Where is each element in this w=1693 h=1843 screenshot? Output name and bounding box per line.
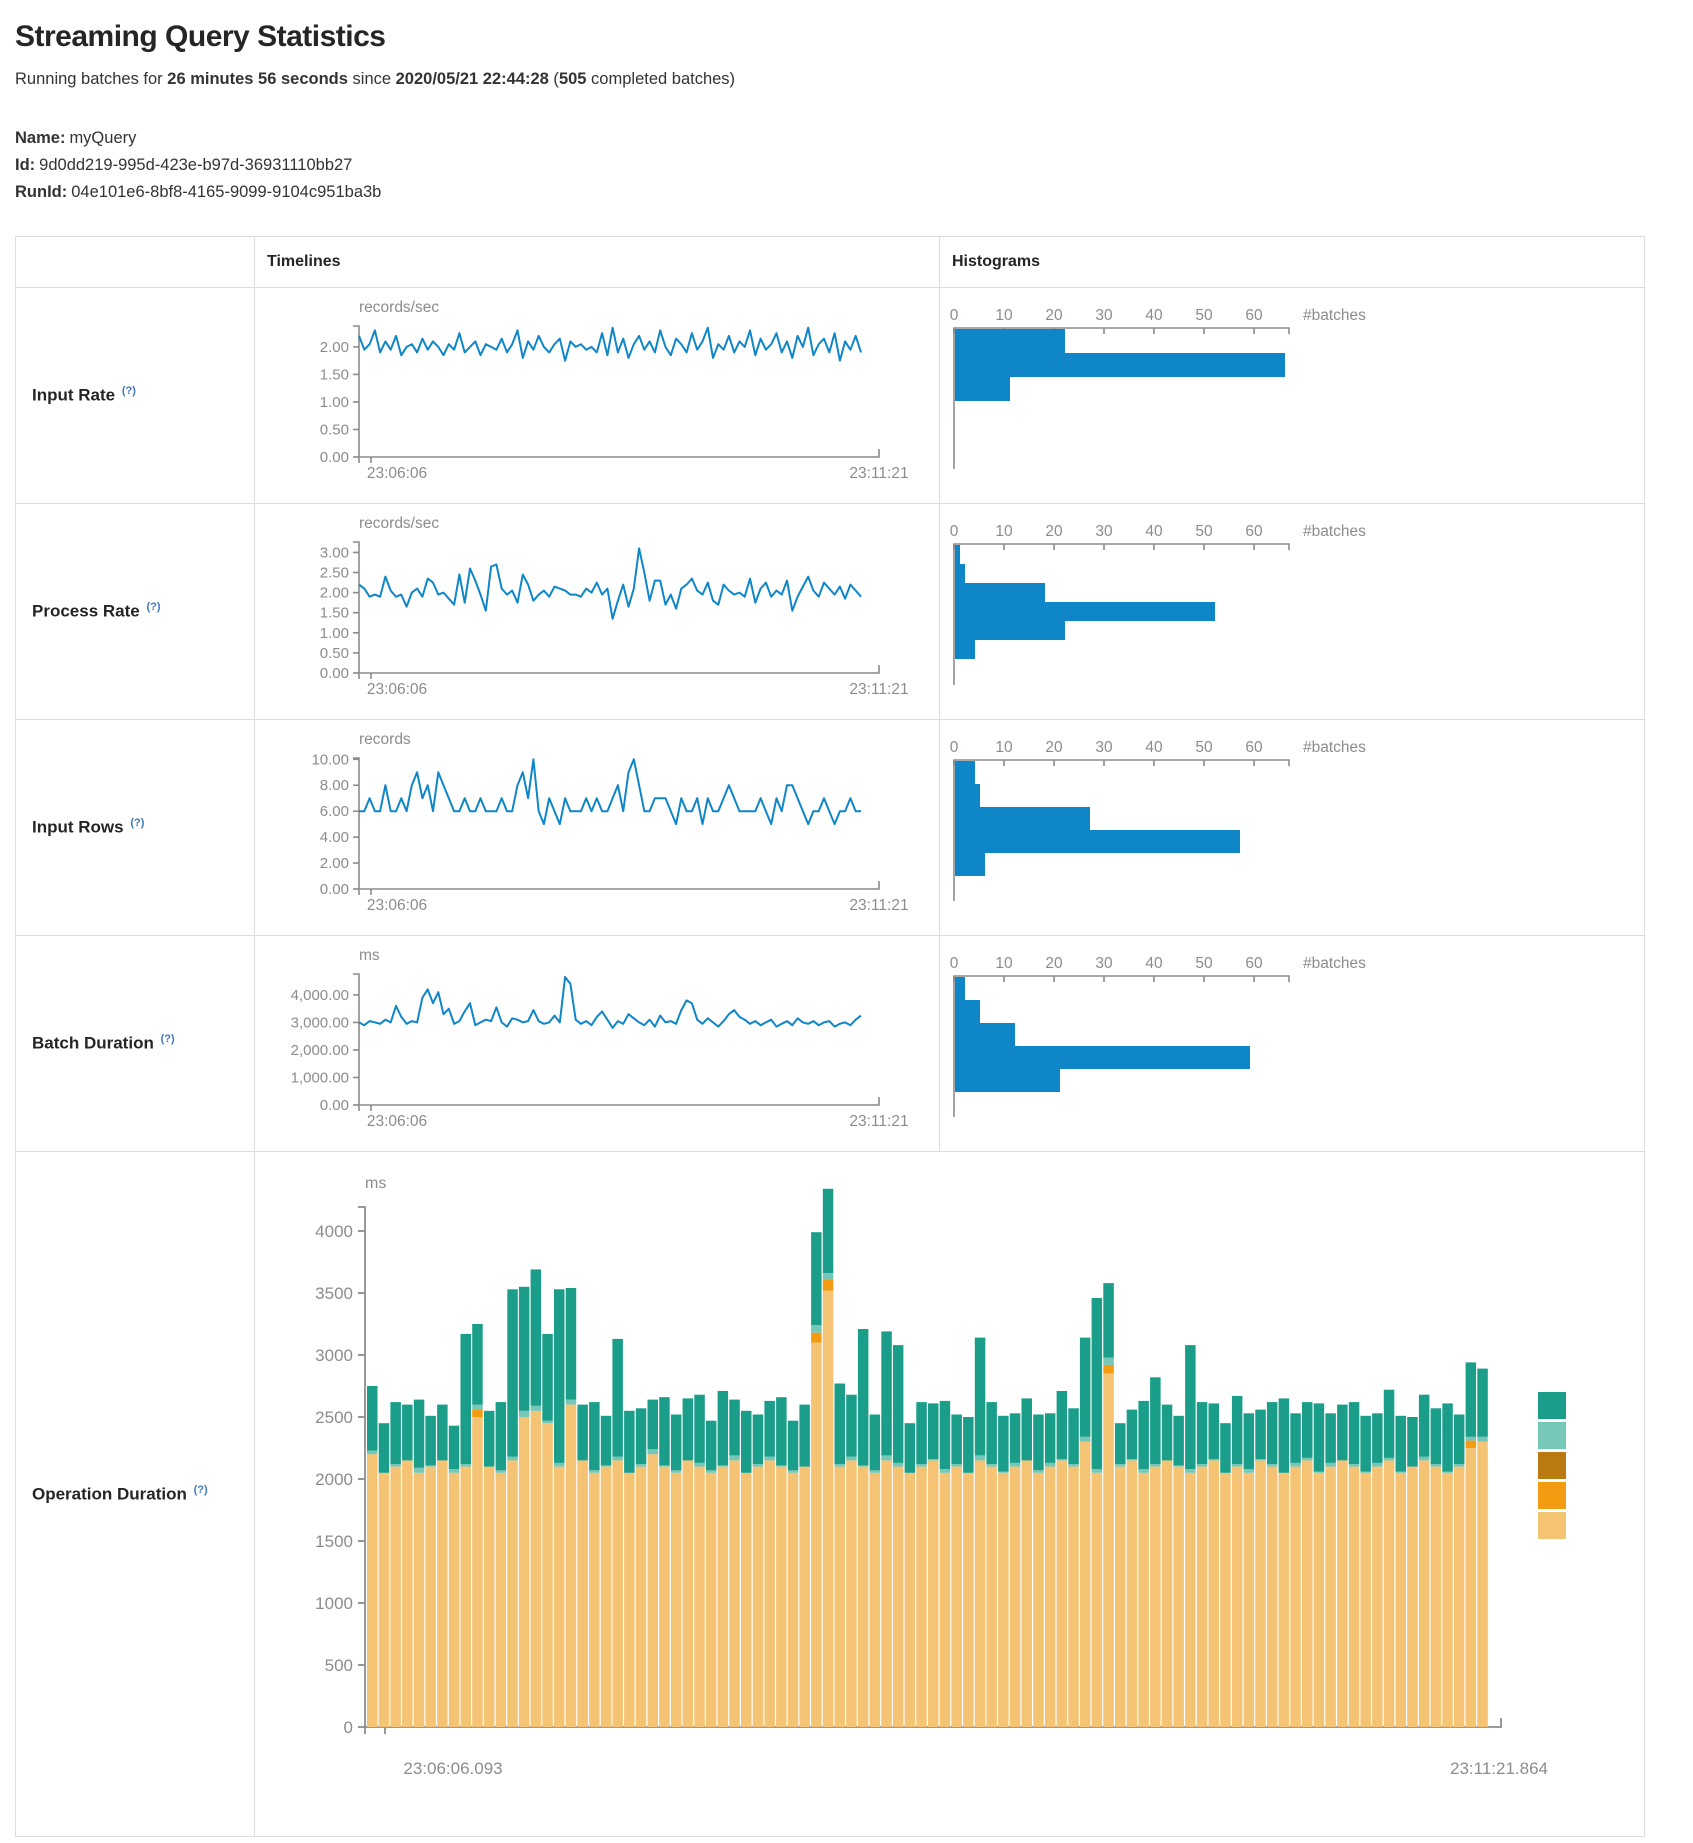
batch-duration-timeline-chart [255, 936, 940, 1152]
header-histograms: Histograms [940, 237, 1645, 288]
page-title: Streaming Query Statistics [15, 20, 386, 53]
input-rate-histogram-chart [940, 288, 1645, 504]
svg-text:60: 60 [1245, 955, 1263, 972]
input-rate-help-icon[interactable]: (?) [121, 385, 136, 398]
query-id-label: Id: [15, 156, 36, 174]
query-runid-label: RunId: [15, 183, 68, 201]
svg-text:23:06:06: 23:06:06 [366, 1113, 428, 1130]
batch-duration-histogram-chart [940, 936, 1645, 1152]
summary-duration: 26 minutes 56 seconds [167, 70, 348, 88]
svg-text:0.00: 0.00 [319, 665, 349, 682]
svg-text:2.00: 2.00 [319, 855, 349, 873]
process-rate-histogram-chart [940, 504, 1645, 720]
svg-text:500: 500 [324, 1656, 353, 1675]
svg-text:30: 30 [1095, 307, 1113, 324]
svg-text:0.50: 0.50 [319, 644, 349, 662]
table-row [16, 1152, 1645, 1837]
query-id-line [15, 152, 1678, 179]
svg-text:1.00: 1.00 [319, 393, 349, 411]
svg-text:50: 50 [1195, 739, 1213, 756]
svg-text:1000: 1000 [315, 1594, 353, 1613]
svg-text:60: 60 [1245, 739, 1263, 756]
svg-text:4.00: 4.00 [319, 829, 349, 847]
query-name-label: Name: [15, 129, 66, 147]
svg-text:23:11:21: 23:11:21 [849, 897, 909, 914]
svg-text:3.00: 3.00 [319, 544, 349, 562]
table-row [16, 720, 1645, 936]
svg-text:1.50: 1.50 [319, 366, 349, 384]
svg-text:0.50: 0.50 [319, 421, 349, 439]
row-label-input-rows: Input Rows (?) [16, 720, 255, 936]
svg-text:30: 30 [1095, 523, 1113, 540]
svg-text:23:11:21: 23:11:21 [849, 1113, 909, 1130]
svg-text:10: 10 [995, 739, 1013, 756]
header-timelines: Timelines [255, 237, 940, 288]
svg-text:0: 0 [949, 955, 959, 972]
summary-suffix: completed batches) [586, 70, 736, 88]
svg-text:50: 50 [1195, 955, 1213, 972]
svg-text:6.00: 6.00 [319, 803, 349, 821]
input-rows-histogram-chart [940, 720, 1645, 936]
operation-duration-stacked-chart [255, 1152, 1645, 1837]
svg-text:10: 10 [995, 523, 1013, 540]
svg-text:40: 40 [1145, 523, 1163, 540]
input-rows-help-icon[interactable]: (?) [130, 817, 145, 830]
svg-text:#batches: #batches [1303, 307, 1366, 324]
svg-text:23:06:06: 23:06:06 [366, 897, 428, 914]
svg-text:3,000.00: 3,000.00 [290, 1014, 349, 1032]
svg-text:40: 40 [1145, 739, 1163, 756]
svg-text:40: 40 [1145, 955, 1163, 972]
svg-text:10: 10 [995, 307, 1013, 324]
svg-text:4,000.00: 4,000.00 [290, 986, 349, 1004]
svg-text:30: 30 [1095, 955, 1113, 972]
svg-text:records/sec: records/sec [359, 515, 440, 532]
svg-text:0.00: 0.00 [319, 881, 349, 898]
process-rate-help-icon[interactable]: (?) [146, 601, 161, 614]
statistics-table [15, 236, 1645, 1837]
svg-text:records/sec: records/sec [359, 299, 440, 316]
svg-text:ms: ms [359, 947, 380, 964]
svg-text:20: 20 [1045, 955, 1063, 972]
svg-text:23:11:21.864: 23:11:21.864 [1450, 1759, 1548, 1778]
svg-text:3000: 3000 [315, 1346, 353, 1365]
summary-middle: since [347, 70, 396, 88]
svg-text:2.50: 2.50 [319, 564, 349, 582]
svg-text:1500: 1500 [315, 1532, 353, 1551]
svg-text:1.00: 1.00 [319, 624, 349, 642]
svg-text:#batches: #batches [1303, 955, 1366, 972]
svg-text:0: 0 [949, 307, 959, 324]
query-name-value: myQuery [69, 129, 137, 147]
svg-text:ms: ms [365, 1175, 387, 1192]
svg-text:0.00: 0.00 [319, 449, 349, 466]
row-label-batch-duration: Batch Duration (?) [16, 936, 255, 1152]
svg-text:20: 20 [1045, 307, 1063, 324]
svg-text:1.50: 1.50 [319, 604, 349, 622]
svg-text:2.00: 2.00 [319, 338, 349, 356]
svg-text:60: 60 [1245, 307, 1263, 324]
table-row [16, 936, 1645, 1152]
operation-duration-help-icon[interactable]: (?) [193, 1483, 208, 1496]
running-batches-summary [15, 70, 1678, 89]
table-header-row [16, 237, 1645, 288]
table-row [16, 504, 1645, 720]
svg-text:4000: 4000 [315, 1222, 353, 1241]
svg-text:0: 0 [949, 523, 959, 540]
svg-text:23:11:21: 23:11:21 [849, 465, 909, 482]
summary-batch-count: 505 [558, 70, 587, 88]
svg-text:50: 50 [1195, 523, 1213, 540]
summary-start-time: 2020/05/21 22:44:28 [395, 70, 549, 88]
query-id-value: 9d0dd219-995d-423e-b97d-36931110bb27 [39, 156, 353, 174]
header-blank-cell [16, 237, 255, 288]
process-rate-timeline-chart [255, 504, 940, 720]
svg-text:40: 40 [1145, 307, 1163, 324]
query-metadata [15, 125, 1678, 206]
summary-prefix: Running batches for [15, 70, 168, 88]
input-rows-timeline-chart [255, 720, 940, 936]
batch-duration-help-icon[interactable]: (?) [160, 1033, 175, 1046]
svg-text:3500: 3500 [315, 1284, 353, 1303]
svg-text:1,000.00: 1,000.00 [290, 1069, 349, 1087]
svg-text:23:11:21: 23:11:21 [849, 681, 909, 698]
svg-text:20: 20 [1045, 523, 1063, 540]
svg-text:10: 10 [995, 955, 1013, 972]
svg-text:2000: 2000 [315, 1470, 353, 1489]
row-label-input-rate: Input Rate (?) [16, 288, 255, 504]
svg-text:60: 60 [1245, 523, 1263, 540]
svg-text:8.00: 8.00 [319, 777, 349, 795]
input-rate-timeline-chart [255, 288, 940, 504]
query-name-line [15, 125, 1678, 152]
query-runid-value: 04e101e6-8bf8-4165-9099-9104c951ba3b [71, 183, 382, 201]
svg-text:50: 50 [1195, 307, 1213, 324]
svg-text:#batches: #batches [1303, 739, 1366, 756]
summary-paren: ( [548, 70, 559, 88]
svg-text:#batches: #batches [1303, 523, 1366, 540]
svg-text:0: 0 [949, 739, 959, 756]
svg-text:23:06:06: 23:06:06 [366, 465, 428, 482]
svg-text:2500: 2500 [315, 1408, 353, 1427]
svg-text:23:06:06: 23:06:06 [366, 681, 428, 698]
svg-text:2.00: 2.00 [319, 584, 349, 602]
row-label-operation-duration: Operation Duration (?) [16, 1152, 255, 1837]
svg-text:0.00: 0.00 [319, 1097, 349, 1114]
svg-text:23:06:06.093: 23:06:06.093 [403, 1759, 503, 1778]
table-row [16, 288, 1645, 504]
row-label-process-rate: Process Rate (?) [16, 504, 255, 720]
svg-text:0: 0 [343, 1718, 353, 1737]
svg-text:2,000.00: 2,000.00 [290, 1041, 349, 1059]
svg-text:30: 30 [1095, 739, 1113, 756]
svg-text:20: 20 [1045, 739, 1063, 756]
query-runid-line [15, 179, 1678, 206]
svg-text:records: records [359, 731, 411, 748]
svg-text:10.00: 10.00 [311, 751, 349, 769]
